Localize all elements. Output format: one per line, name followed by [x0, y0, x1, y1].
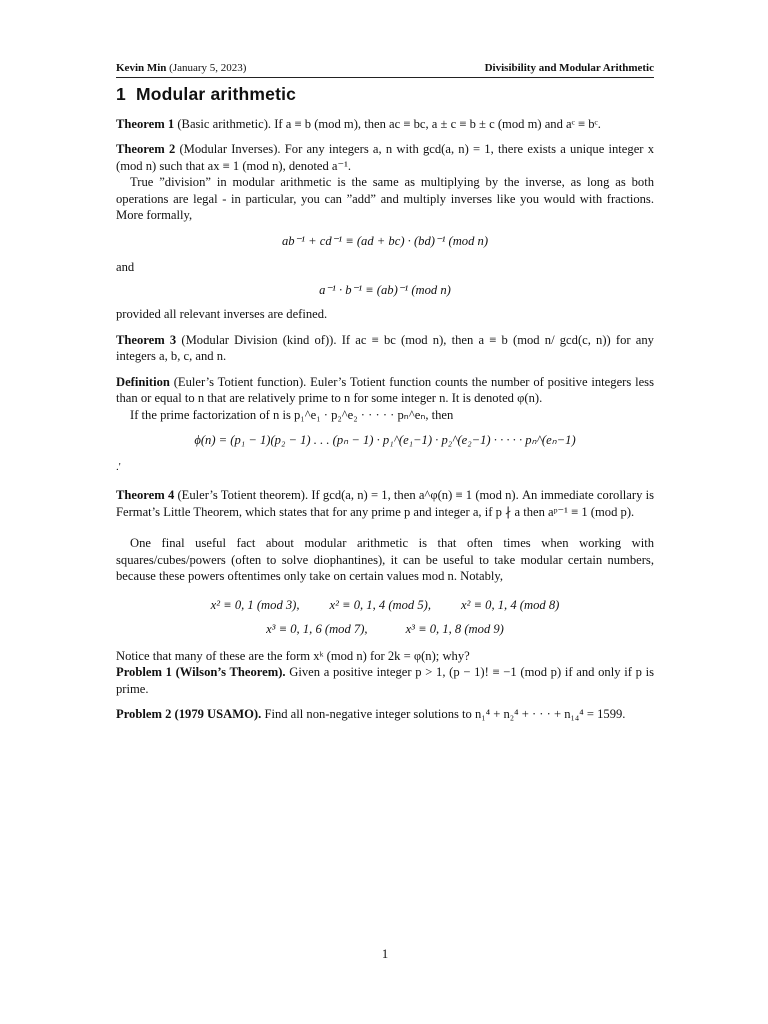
mod-9-residues: x³ ≡ 0, 1, 8 (mod 9)	[405, 622, 504, 636]
mod-7-residues: x³ ≡ 0, 1, 6 (mod 7),	[266, 622, 368, 636]
theorem-2-name: (Modular Inverses).	[179, 142, 281, 156]
page-number: 1	[381, 947, 389, 961]
definition-name: (Euler’s Totient function).	[173, 374, 307, 389]
definition-label: Definition	[116, 374, 170, 389]
theorem-1-label: Theorem 1	[116, 116, 175, 131]
mod-8-residues: x² ≡ 0, 1, 4 (mod 8)	[461, 597, 560, 612]
inverse-product-equation: a⁻¹ · b⁻¹ ≡ (ab)⁻¹ (mod n)	[319, 282, 451, 297]
mod-3-residues: x² ≡ 0, 1 (mod 3),	[210, 597, 300, 612]
header-author: Kevin Min	[116, 62, 167, 74]
definition-totient	[116, 374, 654, 407]
theorem-4-text: If gcd(a, n) = 1, then a^φ(n) ≡ 1 (mod n). An immediate corollary is Fermat’s Little Theorem, which states that for any prime p and integer a, if p ∤ a then aᵖ⁻¹ ≡ 1 (mod p).	[116, 488, 655, 519]
theorem-3-label: Theorem 3	[116, 332, 177, 347]
theorem-2-label: Theorem 2	[116, 142, 176, 156]
and-word: and	[116, 260, 135, 274]
definition-text: Euler’s Totient function counts the number of positive integers less than or equal to n that are relatively prime to n for some integer n. It is denoted φ(n).	[116, 374, 654, 405]
theorem-4	[116, 487, 654, 520]
totient-formula: ϕ(n) = (p₁ − 1)(p₂ − 1) . . . (pₙ − 1) · p₁^(e₁−1) · p₂^(e₂−1) · · · · · pₙ^(eₙ−1)	[194, 433, 576, 447]
theorem-2	[116, 141, 654, 174]
theorem-1-name: (Basic arithmetic).	[177, 116, 272, 131]
problem-1-label: Problem 1 (Wilson’s Theorem).	[116, 665, 286, 679]
theorem-3-text: If ac ≡ bc (mod n), then a ≡ b (mod n/ gcd(c, n)) for any integers a, b, c, and n.	[116, 332, 654, 363]
problem-2	[116, 706, 654, 723]
header-title: Divisibility and Modular Arithmetic	[484, 62, 654, 74]
section-number: 1	[116, 84, 126, 104]
stray-mark: .'	[116, 460, 121, 473]
document-page	[116, 0, 654, 1024]
inverse-sum-equation: ab⁻¹ + cd⁻¹ ≡ (ad + bc) · (bd)⁻¹ (mod n)	[281, 233, 489, 248]
section-title: Modular arithmetic	[135, 84, 297, 104]
factorization-paragraph: If the prime factorization of n is p₁^e₁ · p₂^e₂ · · · · · pₙ^eₙ, then	[130, 407, 454, 422]
final-fact-paragraph: One final useful fact about modular arithmetic is that often times when working with squares/cubes/powers (often to solve diophantines), it can be useful to take modular certain numbers, because these powers oftentimes only take on certain values mod n. Notably,	[116, 536, 654, 583]
cubes-residues-row	[116, 621, 654, 638]
theorem-3-name: (Modular Division (kind of)).	[181, 332, 337, 347]
header-left	[116, 62, 246, 74]
squares-residues-row	[116, 597, 654, 614]
header-date: (January 5, 2023)	[169, 62, 247, 74]
problem-2-text: Find all non-negative integer solutions to n₁⁴ + n₂⁴ + · · · + n₁₄⁴ = 1599.	[264, 707, 626, 721]
inverses-defined-note: provided all relevant inverses are defined.	[116, 307, 328, 321]
theorem-1-text: If a ≡ b (mod m), then ac ≡ bc, a ± c ≡ b ± c (mod m) and aᶜ ≡ bᶜ.	[274, 116, 601, 131]
theorem-3	[116, 332, 654, 365]
section-heading	[116, 86, 654, 103]
theorem-4-name: (Euler’s Totient theorem).	[177, 488, 309, 502]
problem-1-text: Given a positive integer p > 1, (p − 1)! ≡ −1 (mod p) if and only if p is prime.	[116, 665, 654, 696]
theorem-2-text: For any integers a, n with gcd(a, n) = 1, there exists a unique integer x (mod n) such that ax ≡ 1 (mod n), denoted a⁻¹.	[116, 142, 654, 173]
problem-1	[116, 664, 654, 697]
theorem-4-label: Theorem 4	[116, 488, 175, 502]
running-header	[116, 62, 654, 78]
division-paragraph: True ”division” in modular arithmetic is the same as multiplying by the inverse, as long as both operations are legal - in particular, you can ”add” and multiply inverses like you would with fractions. More formally,	[116, 175, 654, 222]
document-body	[116, 86, 654, 732]
notice-question: Notice that many of these are the form xᵏ (mod n) for 2k = φ(n); why?	[116, 648, 470, 663]
problem-2-label: Problem 2 (1979 USAMO).	[116, 707, 262, 721]
theorem-1	[116, 116, 654, 133]
mod-5-residues: x² ≡ 0, 1, 4 (mod 5),	[329, 597, 431, 612]
